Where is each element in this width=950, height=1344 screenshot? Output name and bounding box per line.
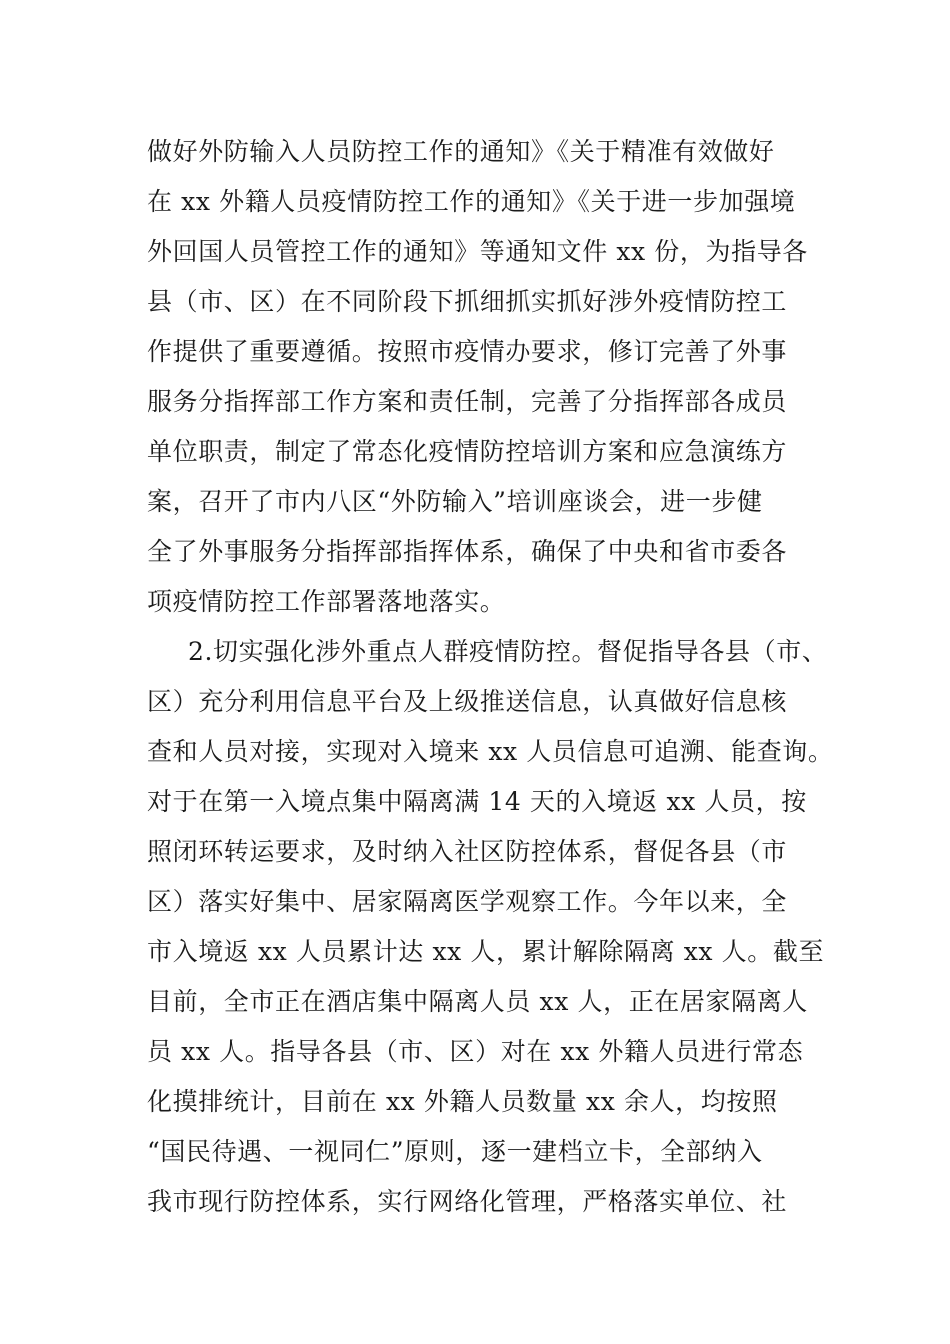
text-line: 作提供了重要遵循。按照市疫情办要求，修订完善了外事 [147, 337, 788, 366]
text-line: 化摸排统计，目前在 xx 外籍人员数量 xx 余人，均按照 [147, 1087, 778, 1116]
text-line: 我市现行防控体系，实行网络化管理，严格落实单位、社 [147, 1187, 788, 1216]
text-line: 区）落实好集中、居家隔离医学观察工作。今年以来，全 [147, 887, 788, 916]
text-line: 案，召开了市内八区“外防输入”培训座谈会，进一步健 [147, 487, 763, 516]
text-line: 单位职责，制定了常态化疫情防控培训方案和应急演练方 [147, 437, 788, 466]
text-line: 做好外防输入人员防控工作的通知》《关于精准有效做好 [147, 137, 775, 166]
text-line: 员 xx 人。指导各县（市、区）对在 xx 外籍人员进行常态 [147, 1037, 804, 1066]
text-line: 在 xx 外籍人员疫情防控工作的通知》《关于进一步加强境 [147, 187, 796, 216]
text-line: 查和人员对接，实现对入境来 xx 人员信息可追溯、能查询。 [147, 737, 834, 766]
text-line: 外回国人员管控工作的通知》等通知文件 xx 份，为指导各 [147, 237, 808, 266]
text-line: 目前，全市正在酒店集中隔离人员 xx 人，正在居家隔离人 [147, 987, 808, 1016]
text-line: 县（市、区）在不同阶段下抓细抓实抓好涉外疫情防控工 [147, 287, 788, 316]
text-line: 项疫情防控工作部署落地落实。 [147, 587, 506, 616]
text-line: 服务分指挥部工作方案和责任制，完善了分指挥部各成员 [147, 387, 788, 416]
paragraph-heading-line: 2.切实强化涉外重点人群疫情防控。督促指导各县（市、 [188, 637, 828, 666]
text-line: 区）充分利用信息平台及上级推送信息，认真做好信息核 [147, 687, 788, 716]
text-line: 市入境返 xx 人员累计达 xx 人，累计解除隔离 xx 人。截至 [147, 937, 825, 966]
text-line: 照闭环转运要求，及时纳入社区防控体系，督促各县（市 [147, 837, 788, 866]
text-line: “国民待遇、一视同仁”原则，逐一建档立卡，全部纳入 [147, 1137, 763, 1166]
text-line: 全了外事服务分指挥部指挥体系，确保了中央和省市委各 [147, 537, 788, 566]
text-line: 对于在第一入境点集中隔离满 14 天的入境返 xx 人员，按 [147, 787, 807, 816]
